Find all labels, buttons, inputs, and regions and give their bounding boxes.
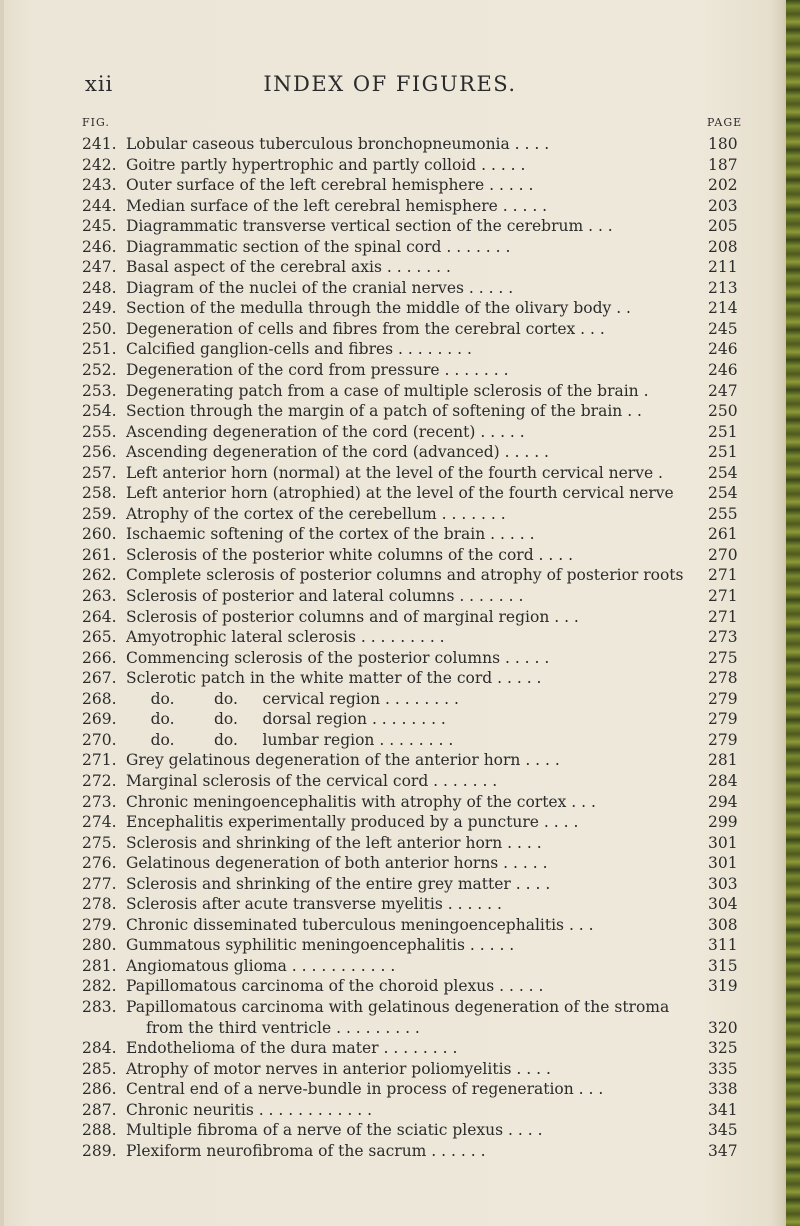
index-entry <box>0 730 780 751</box>
figure-title: Chronic neuritis . . . . . . . . . . . . <box>126 1100 373 1119</box>
index-entry <box>0 586 780 607</box>
column-headers <box>0 116 780 132</box>
figure-title: Endothelioma of the dura mater . . . . . . . . <box>126 1039 458 1058</box>
figure-number: 244. <box>82 196 117 215</box>
page-title: INDEX OF FIGURES. <box>263 72 517 96</box>
index-entry <box>0 833 780 854</box>
page-number: 320 <box>708 1018 738 1037</box>
figure-title: Ascending degeneration of the cord (recent) . . . . . <box>126 422 525 441</box>
figure-title: Marginal sclerosis of the cervical cord . . . . . . . <box>126 771 498 790</box>
page-number: 278 <box>708 669 738 688</box>
figure-title: Degeneration of the cord from pressure . . . . . . . <box>126 361 509 380</box>
figure-number: 255. <box>82 422 117 441</box>
page-number: 275 <box>708 648 738 667</box>
index-entry <box>0 668 780 689</box>
figure-title: Left anterior horn (normal) at the level of the fourth cervical nerve . <box>126 463 663 482</box>
figure-number: 248. <box>82 278 117 297</box>
figure-number: 281. <box>82 956 117 975</box>
page-number: 254 <box>708 463 738 482</box>
index-entry <box>0 792 780 813</box>
page-number: 335 <box>708 1059 738 1078</box>
page-number: 271 <box>708 566 738 585</box>
index-entry <box>0 689 780 710</box>
figure-title: Chronic disseminated tuberculous meningoencephalitis . . . <box>126 915 594 934</box>
figure-title: Left anterior horn (atrophied) at the level of the fourth cervical nerve <box>126 484 674 503</box>
page-column-header: PAGE <box>707 116 743 129</box>
page-number: 213 <box>708 278 738 297</box>
figure-number: 264. <box>82 607 117 626</box>
figure-number: 254. <box>82 402 117 421</box>
page-number: 303 <box>708 874 738 893</box>
page-number: 246 <box>708 361 738 380</box>
page-number: 255 <box>708 504 738 523</box>
index-entry <box>0 422 780 443</box>
index-entry <box>0 278 780 299</box>
figure-title: do. do. cervical region . . . . . . . . <box>126 689 459 708</box>
figure-title: Sclerosis and shrinking of the entire grey matter . . . . <box>126 874 551 893</box>
page-number: 281 <box>708 751 738 770</box>
figure-number: 273. <box>82 792 117 811</box>
page-number: 347 <box>708 1141 738 1160</box>
page-number: 271 <box>708 607 738 626</box>
figure-title: Grey gelatinous degeneration of the anterior horn . . . . <box>126 751 560 770</box>
index-entry <box>0 750 780 771</box>
page-number: 208 <box>708 237 738 256</box>
page-number: 251 <box>708 422 738 441</box>
figure-number: 243. <box>82 176 117 195</box>
index-entry <box>0 935 780 956</box>
index-entry <box>0 504 780 525</box>
figure-title: do. do. lumbar region . . . . . . . . <box>126 730 454 749</box>
index-entry <box>0 524 780 545</box>
figure-title: Encephalitis experimentally produced by a puncture . . . . <box>126 813 579 832</box>
index-entry <box>0 237 780 258</box>
page-folio: xii <box>85 72 114 96</box>
figure-title: Section through the margin of a patch of softening of the brain . . <box>126 402 642 421</box>
index-entry <box>0 216 780 237</box>
index-entry <box>0 956 780 977</box>
page-number: 345 <box>708 1121 738 1140</box>
figure-title: Papillomatous carcinoma of the choroid plexus . . . . . <box>126 977 544 996</box>
index-entry <box>0 545 780 566</box>
book-spine-edge <box>786 0 800 1226</box>
figure-title: Diagrammatic section of the spinal cord . . . . . . . <box>126 237 511 256</box>
figure-number: 241. <box>82 135 117 153</box>
figure-title: Ischaemic softening of the cortex of the brain . . . . . <box>126 525 535 544</box>
figure-number: 259. <box>82 504 117 523</box>
figure-title: do. do. dorsal region . . . . . . . . <box>126 710 446 729</box>
page-number: 202 <box>708 176 738 195</box>
figure-title: Diagrammatic transverse vertical section of the cerebrum . . . <box>126 217 613 236</box>
figure-number: 276. <box>82 854 117 873</box>
figure-number: 280. <box>82 936 117 955</box>
figure-number: 274. <box>82 813 117 832</box>
figure-title: Sclerosis after acute transverse myelitis . . . . . . <box>126 895 502 914</box>
index-entry <box>0 853 780 874</box>
page-number: 338 <box>708 1080 738 1099</box>
page-number: 301 <box>708 833 738 852</box>
figure-number: 247. <box>82 258 117 277</box>
figure-title: Sclerosis and shrinking of the left anterior horn . . . . <box>126 833 542 852</box>
page-number: 304 <box>708 895 738 914</box>
page-number: 187 <box>708 155 738 174</box>
index-entry <box>0 463 780 484</box>
figure-title: Median surface of the left cerebral hemisphere . . . . . <box>126 196 548 215</box>
index-entry <box>0 483 780 504</box>
figure-number: 252. <box>82 361 117 380</box>
figure-number: 279. <box>82 915 117 934</box>
figure-title: Calcified ganglion-cells and fibres . . . . . . . . <box>126 340 472 359</box>
index-entry <box>0 1141 780 1162</box>
figure-title: Degenerating patch from a case of multiple sclerosis of the brain . <box>126 381 649 400</box>
page-number: 325 <box>708 1039 738 1058</box>
page-number: 205 <box>708 217 738 236</box>
figure-number: 272. <box>82 771 117 790</box>
index-entry <box>0 1059 780 1080</box>
figure-number: 283. <box>82 997 117 1016</box>
figure-number: 270. <box>82 730 117 749</box>
figure-title: Commencing sclerosis of the posterior columns . . . . . <box>126 648 550 667</box>
index-entry <box>0 627 780 648</box>
index-entry <box>0 1038 780 1059</box>
page-number: 273 <box>708 628 738 647</box>
figure-number: 289. <box>82 1141 117 1160</box>
index-entry <box>0 648 780 669</box>
figure-title: Chronic meningoencephalitis with atrophy of the cortex . . . <box>126 792 596 811</box>
page-number: 254 <box>708 484 738 503</box>
index-entry <box>0 997 780 1018</box>
figure-number: 263. <box>82 587 117 606</box>
index-entry <box>0 874 780 895</box>
page-number: 311 <box>708 936 738 955</box>
figure-title: Degeneration of cells and fibres from the cerebral cortex . . . <box>126 319 605 338</box>
figure-title: Outer surface of the left cerebral hemisphere . . . . . <box>126 176 534 195</box>
page-number: 246 <box>708 340 738 359</box>
page-number: 214 <box>708 299 738 318</box>
page-number: 299 <box>708 813 738 832</box>
page-number: 294 <box>708 792 738 811</box>
index-entry <box>0 771 780 792</box>
index-entry <box>0 894 780 915</box>
figure-title: Angiomatous glioma . . . . . . . . . . . <box>126 956 396 975</box>
page-number: 180 <box>708 135 738 153</box>
figure-title: Atrophy of motor nerves in anterior poliomyelitis . . . . <box>126 1059 551 1078</box>
figure-number: 246. <box>82 237 117 256</box>
index-entry <box>0 134 780 155</box>
running-head <box>0 72 780 100</box>
page-number: 308 <box>708 915 738 934</box>
index-entry <box>0 298 780 319</box>
index-entry <box>0 196 780 217</box>
figure-number: 277. <box>82 874 117 893</box>
index-entry <box>0 175 780 196</box>
figure-number: 257. <box>82 463 117 482</box>
figure-title: Gelatinous degeneration of both anterior horns . . . . . <box>126 854 548 873</box>
index-entry <box>0 339 780 360</box>
figure-number: 286. <box>82 1080 117 1099</box>
figure-title: Ascending degeneration of the cord (advanced) . . . . . <box>126 443 549 462</box>
figure-title: Diagram of the nuclei of the cranial nerves . . . . . <box>126 278 514 297</box>
figure-number: 271. <box>82 751 117 770</box>
figure-number: 282. <box>82 977 117 996</box>
figure-title: from the third ventricle . . . . . . . . . <box>146 1018 420 1037</box>
figure-number: 262. <box>82 566 117 585</box>
page-number: 270 <box>708 545 738 564</box>
index-entry <box>0 442 780 463</box>
index-entry <box>0 709 780 730</box>
page-number: 279 <box>708 730 738 749</box>
figure-title: Sclerosis of posterior and lateral columns . . . . . . . <box>126 587 524 606</box>
figure-title: Section of the medulla through the middle of the olivary body . . <box>126 299 631 318</box>
figure-number: 245. <box>82 217 117 236</box>
page-number: 315 <box>708 956 738 975</box>
page-number: 279 <box>708 689 738 708</box>
figure-number: 250. <box>82 319 117 338</box>
page-number: 319 <box>708 977 738 996</box>
index-entry <box>0 1100 780 1121</box>
figure-number: 287. <box>82 1100 117 1119</box>
index-entry <box>0 155 780 176</box>
index-entry <box>0 607 780 628</box>
figure-number: 285. <box>82 1059 117 1078</box>
index-entry <box>0 915 780 936</box>
index-entry <box>0 319 780 340</box>
index-entry <box>0 1018 780 1039</box>
figure-number: 265. <box>82 628 117 647</box>
figure-title: Gummatous syphilitic meningoencephalitis . . . . . <box>126 936 515 955</box>
figure-title: Central end of a nerve-bundle in process of regeneration . . . <box>126 1080 604 1099</box>
figure-number: 249. <box>82 299 117 318</box>
figure-number: 258. <box>82 484 117 503</box>
figure-number: 284. <box>82 1039 117 1058</box>
figure-title: Atrophy of the cortex of the cerebellum . . . . . . . <box>126 504 506 523</box>
page-number: 261 <box>708 525 738 544</box>
figure-number: 266. <box>82 648 117 667</box>
page-number: 251 <box>708 443 738 462</box>
figure-number: 253. <box>82 381 117 400</box>
figure-number: 260. <box>82 525 117 544</box>
figure-number: 269. <box>82 710 117 729</box>
figure-title: Plexiform neurofibroma of the sacrum . . . . . . <box>126 1141 486 1160</box>
index-entry <box>0 1120 780 1141</box>
page-number: 279 <box>708 710 738 729</box>
figure-number: 267. <box>82 669 117 688</box>
figure-number: 288. <box>82 1121 117 1140</box>
index-entry <box>0 360 780 381</box>
figure-number: 256. <box>82 443 117 462</box>
index-entry <box>0 1079 780 1100</box>
figure-title: Multiple fibroma of a nerve of the sciatic plexus . . . . <box>126 1121 543 1140</box>
index-entry <box>0 401 780 422</box>
index-entry <box>0 257 780 278</box>
figure-title: Amyotrophic lateral sclerosis . . . . . . . . . <box>126 628 445 647</box>
page-number: 271 <box>708 587 738 606</box>
index-entry <box>0 565 780 586</box>
figure-number: 268. <box>82 689 117 708</box>
page-number: 250 <box>708 402 738 421</box>
figure-number: 275. <box>82 833 117 852</box>
figure-title: Basal aspect of the cerebral axis . . . . . . . <box>126 258 451 277</box>
index-entry <box>0 976 780 997</box>
page-number: 203 <box>708 196 738 215</box>
page-number: 211 <box>708 258 738 277</box>
figure-number: 242. <box>82 155 117 174</box>
page-number: 301 <box>708 854 738 873</box>
figure-title: Lobular caseous tuberculous bronchopneumonia . . . . <box>126 135 550 153</box>
figure-title: Sclerosis of the posterior white columns of the cord . . . . <box>126 545 574 564</box>
figure-title: Sclerotic patch in the white matter of the cord . . . . . <box>126 669 542 688</box>
figure-title: Sclerosis of posterior columns and of marginal region . . . <box>126 607 579 626</box>
figure-number: 251. <box>82 340 117 359</box>
index-entry <box>0 381 780 402</box>
figure-number: 278. <box>82 895 117 914</box>
index-entry <box>0 812 780 833</box>
page-number: 245 <box>708 319 738 338</box>
figure-number: 261. <box>82 545 117 564</box>
fig-column-header: FIG. <box>82 116 110 129</box>
page-number: 284 <box>708 771 738 790</box>
page-number: 247 <box>708 381 738 400</box>
figure-title: Complete sclerosis of posterior columns and atrophy of posterior roots <box>126 566 684 585</box>
figure-title: Goitre partly hypertrophic and partly colloid . . . . . <box>126 155 526 174</box>
figure-index-list <box>0 134 780 1161</box>
page-number: 341 <box>708 1100 738 1119</box>
figure-title: Papillomatous carcinoma with gelatinous degeneration of the stroma <box>126 997 670 1016</box>
